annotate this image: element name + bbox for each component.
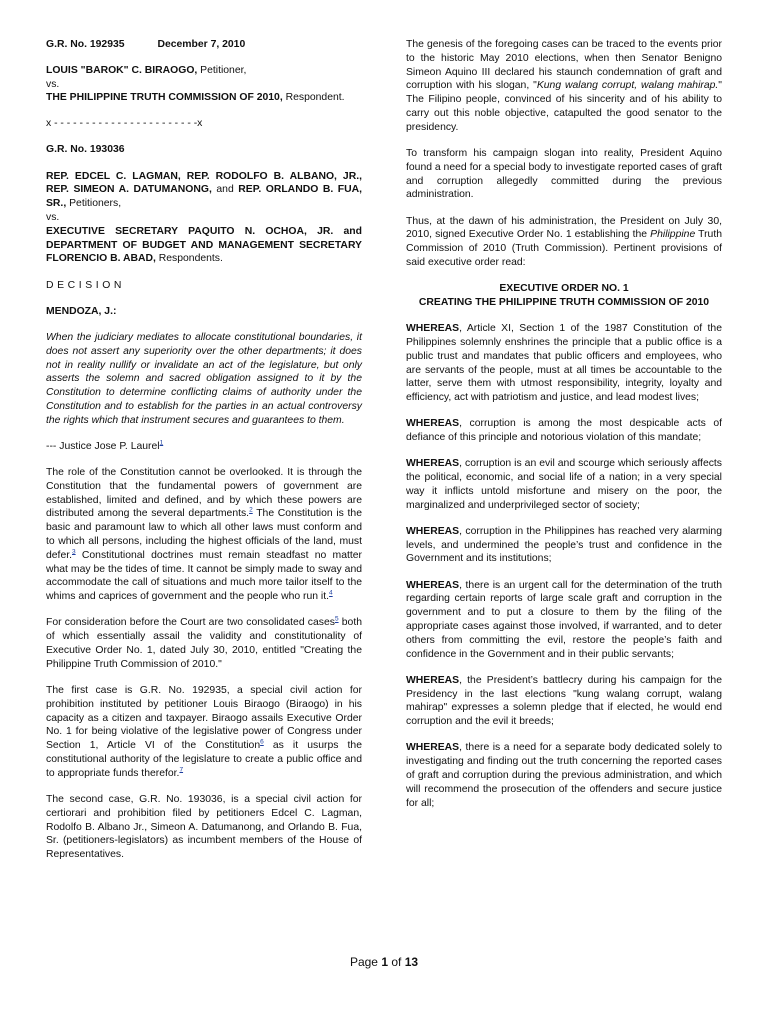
whereas-7-text: , there is a need for a separate body dedicated solely to investigating and finding out the truth concerning the reported cases of graft and corruption during the previous administration, and which will recommend the prosecution of the offenders and secure justice for all;: [406, 742, 722, 809]
page-footer: [0, 955, 768, 969]
dawn-text-2: Truth Commission of 2010 (Truth Commission). Pertinent provisions of said executive order read:: [406, 229, 722, 268]
whereas-clause-5: [406, 579, 722, 662]
dawn-text-1: Thus, at the dawn of his administration, the President on July 30, 2010, signed Executive Order No. 1 establishing the: [406, 215, 722, 241]
ponente: MENDOZA, J.:: [46, 305, 117, 317]
whereas-label: WHEREAS: [406, 525, 460, 537]
whereas-clause-2: [406, 417, 722, 445]
whereas-clause-3: [406, 457, 722, 512]
case2-vs: vs.: [46, 211, 60, 223]
case1-date: December 7, 2010: [157, 39, 246, 50]
whereas-label: WHEREAS: [406, 458, 460, 470]
para3-text-2: as it usurps the constitutional authority of the legislature to create a public office and to appropriate funds therefor.: [46, 740, 362, 779]
para1-text-2: The Constitution is the basic and paramount law to which all other laws must conform and to which all persons, including the highest officials of the land, must defer.: [46, 508, 362, 561]
whereas-5-text: , there is an urgent call for the determination of the truth regarding certain reports of large scale graft and corruption in the government and to put a closure to them by the filing of the appropriate cases against those involved, if warranted, and to deter others from committing the evil, restore the people’s faith and confidence in the Government and in their public servants;: [406, 579, 722, 660]
eo-title: EXECUTIVE ORDER NO. 1: [499, 283, 629, 295]
epigraph-attribution-text: --- Justice Jose P. Laurel: [46, 440, 160, 452]
case1-petitioner: LOUIS "BAROK" C. BIRAOGO,: [46, 64, 198, 76]
epigraph: When the judiciary mediates to allocate constitutional boundaries, it does not assert any superiority over the other departments; it does not in reality nullify or invalidate an act of the legislature, but only asserts the solemn and sacred obligation assigned to it by the Constitution to determine conflicting claims of authority under the Constitution and to establish for the parties in an actual controversy the rights which that instrument secures and guarantees to them.: [46, 331, 362, 426]
paragraph-second-case: The second case, G.R. No. 193036, is a special civil action for certiorari and prohibition filed by petitioners Edcel C. Lagman, Rodolfo B. Albano Jr., Simeon A. Datumanong, and Orlando B. Fua, Sr. (petitioners-legislators) as incumbent members of the House of Representatives.: [46, 793, 362, 861]
case2-petitioners-role: Petitioners,: [66, 198, 122, 210]
case1-petitioner-role: Petitioner,: [197, 64, 247, 76]
whereas-2-text: , corruption is among the most despicable acts of defiance of this principle and notorious violation of this mandate;: [406, 418, 722, 444]
case2-parties: [46, 170, 362, 267]
epigraph-attribution: [46, 440, 362, 454]
whereas-3-text: , corruption is an evil and scourge which seriously affects the political, economic, and social life of a nation; in a very special way it inflicts untold misfortune and misery on the poor, the marginalized and underprivileged sector of society;: [406, 458, 722, 511]
footnote-link-7[interactable]: 7: [179, 766, 184, 774]
executive-order-heading: [406, 282, 722, 310]
case-separator: x - - - - - - - - - - - - - - - - - - - - - - -x: [46, 118, 203, 130]
genesis-text-2: " The Filipino people, convinced of his sincerity and of his ability to carry out this noble objective, catapulted the good senator to the presidency.: [406, 80, 722, 133]
whereas-clause-1: [406, 322, 722, 405]
whereas-label: WHEREAS: [406, 742, 460, 754]
paragraph-first-case: [46, 684, 362, 781]
paragraph-dawn: [406, 215, 722, 270]
case1-gr-number: G.R. No. 192935: [46, 39, 125, 50]
para2-text-2: both of which essentially assail the validity and constitutionality of Executive Order No. 1, dated July 30, 2010, entitled "Creating the Philippine Truth Commission of 2010.": [46, 617, 362, 670]
whereas-label: WHEREAS: [406, 674, 460, 686]
case2-petitioners-a: REP. EDCEL C. LAGMAN, REP. RODOLFO B. ALBANO, JR., REP. SIMEON A. DATUMANONG,: [46, 170, 362, 196]
eo-subtitle: CREATING THE PHILIPPINE TRUTH COMMISSION OF 2010: [418, 296, 710, 308]
footnote-link-5[interactable]: 5: [334, 615, 339, 623]
case1-vs: vs.: [46, 78, 60, 90]
whereas-label: WHEREAS: [406, 323, 460, 335]
whereas-clause-7: [406, 741, 722, 810]
whereas-6-text: , the President’s battlecry during his campaign for the Presidency in the last elections "kung walang corrupt, walang mahirap" expresses a solemn pledge that if elected, he would end corruption and the evil it breeds;: [406, 674, 722, 728]
page-number: 1: [381, 955, 388, 969]
whereas-clause-6: [406, 674, 722, 729]
case2-respondents: EXECUTIVE SECRETARY PAQUITO N. OCHOA, JR. and DEPARTMENT OF BUDGET AND MANAGEMENT SECRETARY FLORENCIO B. ABAD,: [46, 225, 362, 265]
dawn-italic: Philippine: [650, 229, 696, 241]
case1-respondent-role: Respondent.: [282, 92, 345, 104]
case1-respondent: THE PHILIPPINE TRUTH COMMISSION OF 2010,: [46, 92, 283, 104]
footnote-link-4[interactable]: 4: [329, 589, 333, 597]
footnote-link-3[interactable]: 3: [72, 548, 76, 556]
para1-text-3: Constitutional doctrines must remain steadfast no matter what may be the tides of time. It cannot be simply made to sway and accommodate the call of situations and much more tailor itself to the whims and caprices of government and the people who run it.: [46, 549, 362, 603]
footnote-link-1[interactable]: 1: [159, 439, 164, 447]
footnote-link-2[interactable]: 2: [249, 506, 253, 514]
left-column: [46, 38, 362, 874]
page-label: Page: [349, 955, 382, 969]
whereas-label: WHEREAS: [406, 579, 460, 591]
para3-text-1: The first case is G.R. No. 192935, a special civil action for prohibition instituted by petitioner Louis Biraogo (Biraogo) in his capacity as a citizen and taxpayer. Biraogo assails Executive Order No. 1 for being violative of the legislative power of Congress under Section 1, Article VI of the Constitution: [46, 685, 362, 752]
page-of-label: of: [388, 955, 405, 969]
paragraph-transform: To transform his campaign slogan into reality, President Aquino found a need for a special body to investigate reported cases of graft and corruption allegedly committed during the previous administration.: [406, 147, 722, 201]
case1-caption-line: [46, 38, 362, 52]
genesis-slogan: Kung walang corrupt, walang mahirap.: [536, 80, 719, 92]
whereas-1-text: , Article XI, Section 1 of the 1987 Constitution of the Philippines solemnly enshrines the principle that a public office is a public trust and mandates that public officers and employees, who are servants of the people, must at all times be accountable to the latter, serve them with utmost responsibility, integrity, loyalty and efficiency, act with patriotism and justice, and lead modest lives;: [406, 323, 722, 404]
paragraph-role-of-constitution: [46, 466, 362, 604]
footnote-link-6[interactable]: 6: [260, 738, 264, 746]
whereas-label: WHEREAS: [406, 418, 460, 430]
whereas-4-text: , corruption in the Philippines has reached very alarming levels, and undermined the people’s trust and confidence in the Government and its institutions;: [406, 525, 722, 565]
case2-and: and: [211, 184, 239, 196]
case1-parties: [46, 64, 362, 105]
para1-text-1: The role of the Constitution cannot be overlooked. It is through the Constitution that the fundamental powers of government are established, limited and defined, and by which these powers are distributed among the several departments.: [46, 467, 362, 520]
page-total: 13: [404, 955, 419, 969]
right-column: [406, 38, 722, 823]
paragraph-consolidated-cases: [46, 616, 362, 671]
para2-text-1: For consideration before the Court are two consolidated cases: [46, 617, 335, 629]
decision-heading: DECISION: [46, 279, 126, 291]
case2-petitioners-b: REP. ORLANDO B. FUA, SR.,: [46, 184, 363, 210]
case2-gr-number: G.R. No. 193036: [46, 144, 125, 156]
genesis-text-1: The genesis of the foregoing cases can be traced to the events prior to the historic May 2010 elections, when then Senator Benigno Simeon Aquino III declared his staunch condemnation of graft and corruption with his slogan, ": [406, 39, 722, 92]
paragraph-genesis: [406, 38, 722, 135]
case2-respondents-role: Respondents.: [155, 253, 223, 265]
whereas-clause-4: [406, 525, 722, 566]
